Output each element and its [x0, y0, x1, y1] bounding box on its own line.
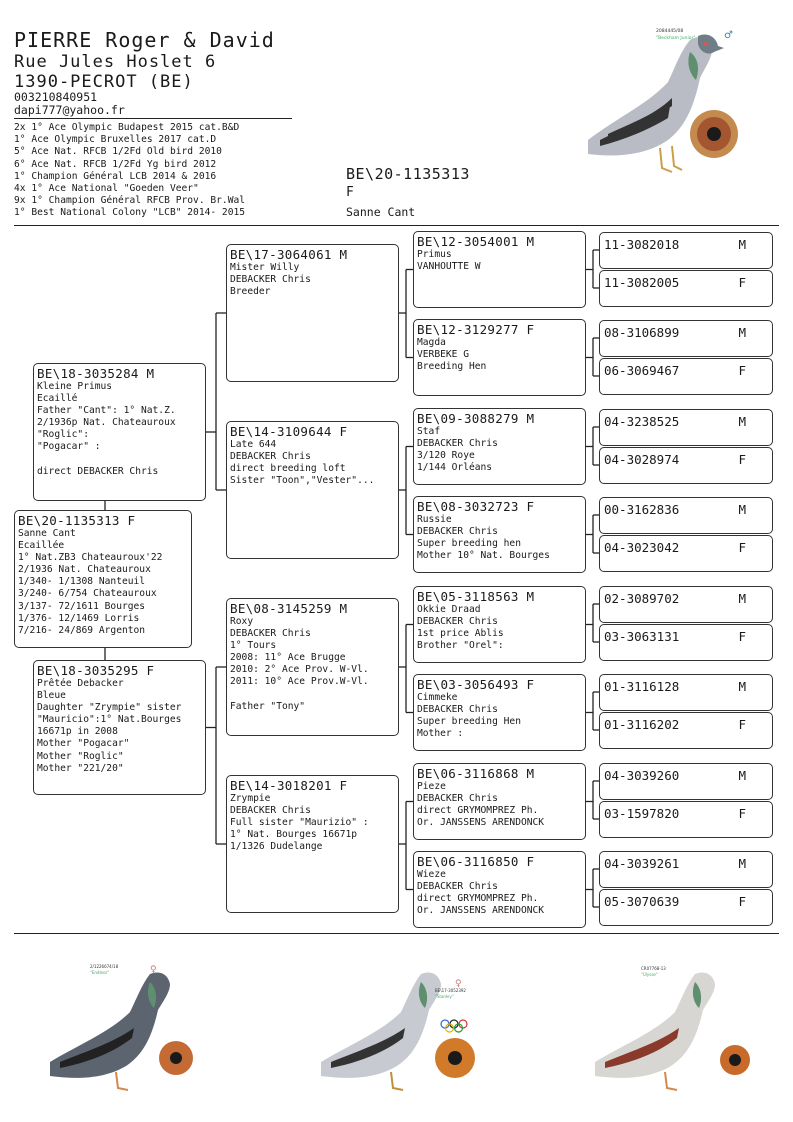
- gen5-sex: F: [738, 806, 746, 821]
- gen1-detail-line: 3/137- 72/1611 Bourges: [18, 600, 146, 612]
- gen5-card[interactable]: [599, 358, 773, 395]
- gen1-detail-line: 7/216- 24/869 Argenton: [18, 624, 146, 636]
- gen5-card[interactable]: [599, 674, 773, 711]
- gen1-ring: BE\20-1135313 F: [18, 513, 136, 528]
- gen4-detail-line: Brother "Orel":: [417, 640, 504, 652]
- gen1-detail-line: 2/1936 Nat. Chateauroux: [18, 564, 151, 576]
- gen4-ring: BE\03-3056493 F: [417, 677, 535, 692]
- gen4-detail-line: Russie: [417, 514, 452, 525]
- gen4-detail-line: Super breeding hen: [417, 538, 521, 550]
- gen5-ring: 01-3116202: [604, 717, 680, 732]
- gen5-card[interactable]: [599, 270, 773, 307]
- gen5-ring: 04-3039260: [604, 768, 680, 783]
- achievement-item: 4x 1° Ace National "Goeden Veer": [14, 183, 199, 195]
- owner-name: PIERRE Roger & David: [14, 28, 275, 52]
- gen4-ring: BE\06-3116868 M: [417, 766, 535, 781]
- owner-street: Rue Jules Hoslet 6: [14, 52, 217, 72]
- gen4-detail-line: DEBACKER Chris: [417, 526, 498, 538]
- bottom-photo-3-name: "Ulysse": [641, 972, 658, 977]
- gen4-ring: BE\05-3118563 M: [417, 589, 535, 604]
- gen3-detail-line: Mister Willy: [230, 262, 300, 273]
- gen4-ring: BE\08-3032723 F: [417, 499, 535, 514]
- gen5-ring: 06-3069467: [604, 363, 680, 378]
- gen5-sex: F: [738, 717, 746, 732]
- gen4-card[interactable]: [413, 674, 586, 751]
- gen5-sex: M: [738, 414, 746, 429]
- gen5-card[interactable]: [599, 851, 773, 888]
- achievement-item: 1° Ace Olympic Bruxelles 2017 cat.D: [14, 134, 217, 146]
- gen5-sex: F: [738, 894, 746, 909]
- gen1-lines: [18, 528, 188, 637]
- gen4-detail-line: 1st price Ablis: [417, 628, 504, 640]
- gen3-detail-line: [230, 689, 395, 701]
- gen5-ring: 11-3082005: [604, 275, 680, 290]
- gen3-detail-line: 2011: 10° Ace Prov.W-Vl.: [230, 676, 369, 688]
- achievement-item: 1° Best National Colony "LCB" 2014- 2015: [14, 207, 246, 219]
- gen5-card[interactable]: [599, 801, 773, 838]
- gen5-sex: M: [738, 679, 746, 694]
- bottom-photo-2-ring: BE\17-3052392: [435, 988, 466, 993]
- gen4-detail-line: DEBACKER Chris: [417, 438, 498, 450]
- subject-sex: F: [346, 185, 354, 200]
- gen5-sex: F: [738, 363, 746, 378]
- gen3-card[interactable]: [226, 598, 399, 736]
- gen3-ring: BE\08-3145259 M: [230, 601, 348, 616]
- gen2-card[interactable]: [33, 660, 206, 795]
- gen1-detail-line: Sanne Cant: [18, 528, 76, 539]
- gen4-ring: BE\12-3129277 F: [417, 322, 535, 337]
- achievement-item: 9x 1° Champion Général RFCB Prov. Br.Wal: [14, 195, 246, 207]
- gen5-ring: 03-1597820: [604, 806, 680, 821]
- gen3-detail-line: direct breeding loft: [230, 463, 346, 475]
- gen4-card[interactable]: [413, 851, 586, 928]
- gen2-ring: BE\18-3035295 F: [37, 663, 155, 678]
- gen2-detail-line: 2/1936p Nat. Chateauroux: [37, 417, 176, 429]
- gen4-detail-line: Mother 10° Nat. Bourges: [417, 550, 550, 562]
- gen5-ring: 04-3023042: [604, 540, 680, 555]
- gen2-detail-line: Daughter "Zrympie" sister: [37, 702, 182, 714]
- gen5-card[interactable]: [599, 232, 773, 269]
- gen5-card[interactable]: [599, 497, 773, 534]
- gen3-detail-line: DEBACKER Chris: [230, 451, 311, 463]
- gen5-sex: M: [738, 591, 746, 606]
- subject-name: Sanne Cant: [346, 205, 416, 219]
- gen5-ring: 05-3070639: [604, 894, 680, 909]
- gen3-detail-line: Sister "Toon","Vester"...: [230, 475, 375, 487]
- gen2-detail-line: Bleue: [37, 690, 66, 702]
- header-photo-ring: 2084445/08: [656, 29, 684, 34]
- gen3-detail-line: Zrympie: [230, 793, 271, 804]
- gen3-ring: BE\14-3018201 F: [230, 778, 348, 793]
- bottom-photo-2-name: "Stanley": [435, 994, 454, 999]
- bottom-photo-1-ring: 2/1226674/18: [90, 964, 119, 969]
- gen4-detail-line: DEBACKER Chris: [417, 704, 498, 716]
- gen3-card[interactable]: [226, 421, 399, 559]
- gen3-detail-line: DEBACKER Chris: [230, 628, 311, 640]
- gen4-ring: BE\09-3088279 M: [417, 411, 535, 426]
- gen1-card[interactable]: [14, 510, 192, 648]
- gen2-detail-line: Father "Cant": 1° Nat.Z.: [37, 405, 176, 417]
- gen3-card[interactable]: [226, 775, 399, 913]
- gen3-ring: BE\14-3109644 F: [230, 424, 348, 439]
- gen2-detail-line: "Roglic":: [37, 429, 89, 441]
- gen5-card[interactable]: [599, 447, 773, 484]
- gen4-detail-line: Super breeding Hen: [417, 716, 521, 728]
- female-symbol-icon: ♀: [455, 979, 462, 989]
- owner-phone: 003210840951: [14, 90, 98, 104]
- gen4-detail-line: 1/144 Orléans: [417, 462, 493, 474]
- bottom-photo-1: [30, 962, 200, 1097]
- female-symbol-icon: ♀: [150, 965, 157, 975]
- gen5-ring: 03-3063131: [604, 629, 680, 644]
- gen4-detail-line: DEBACKER Chris: [417, 793, 498, 805]
- gen2-detail-line: 16671p in 2008: [37, 726, 118, 738]
- achievement-item: 6° Ace Nat. RFCB 1/2Fd Yg bird 2012: [14, 158, 217, 170]
- gen4-card[interactable]: [413, 496, 586, 573]
- gen3-detail-line: DEBACKER Chris: [230, 274, 311, 286]
- gen4-detail-line: Okkie Draad: [417, 604, 481, 615]
- gen4-detail-line: Pieze: [417, 781, 446, 792]
- gen3-detail-line: 1/1326 Dudelange: [230, 841, 323, 853]
- gen4-card[interactable]: [413, 231, 586, 308]
- gen3-detail-line: DEBACKER Chris: [230, 805, 311, 817]
- bottom-photo-2: [305, 962, 485, 1097]
- achievement-item: 2x 1° Ace Olympic Budapest 2015 cat.B&D: [14, 122, 240, 133]
- gen4-detail-line: Wieze: [417, 869, 446, 880]
- gen5-ring: 02-3089702: [604, 591, 680, 606]
- gen5-ring: 08-3106899: [604, 325, 680, 340]
- gen3-ring: BE\17-3064061 M: [230, 247, 348, 262]
- subject-ring-number: BE\20-1135313: [346, 165, 470, 183]
- header-photo-name: "Beckham Junior": [656, 36, 696, 41]
- gen4-detail-line: direct GRYMOMPREZ Ph.: [417, 893, 539, 905]
- gen2-detail-line: "Pogacar" :: [37, 441, 101, 453]
- gen4-detail-line: Or. JANSSENS ARENDONCK: [417, 905, 545, 917]
- gen4-detail-line: Breeding Hen: [417, 361, 487, 373]
- gen5-ring: 04-3238525: [604, 414, 680, 429]
- gen4-detail-line: 3/120 Roye: [417, 450, 475, 462]
- gen5-sex: M: [738, 502, 746, 517]
- gen5-ring: 01-3116128: [604, 679, 680, 694]
- gen5-card[interactable]: [599, 712, 773, 749]
- gen1-detail-line: Ecaillée: [18, 540, 65, 552]
- bottom-photo-3-ring: CR07768-13: [641, 966, 666, 971]
- gen2-detail-line: [37, 454, 202, 466]
- gen2-card[interactable]: [33, 363, 206, 501]
- gen5-sex: F: [738, 452, 746, 467]
- gen5-card[interactable]: [599, 586, 773, 623]
- gen3-detail-line: 1° Tours: [230, 640, 277, 652]
- gen1-detail-line: 1° Nat.ZB3 Chateauroux'22: [18, 552, 163, 564]
- gen2-detail-line: Mother "Pogacar": [37, 738, 130, 750]
- owner-city: 1390-PECROT (BE): [14, 72, 194, 92]
- gen5-sex: F: [738, 540, 746, 555]
- gen4-card[interactable]: [413, 408, 586, 485]
- gen4-ring: BE\06-3116850 F: [417, 854, 535, 869]
- achievement-item: 5° Ace Nat. RFCB 1/2Fd Old bird 2010: [14, 146, 222, 158]
- gen3-detail-line: Father "Tony": [230, 700, 306, 712]
- bottom-photo-1-name: "Endless": [90, 970, 110, 975]
- gen5-card[interactable]: [599, 763, 773, 800]
- gen5-sex: M: [738, 237, 746, 252]
- gen4-card[interactable]: [413, 763, 586, 840]
- gen3-detail-line: Full sister "Maurizio" :: [230, 817, 369, 829]
- gen5-sex: F: [738, 629, 746, 644]
- gen2-detail-line: Mother "Roglic": [37, 750, 124, 762]
- gen4-detail-line: Cimmeke: [417, 692, 458, 703]
- gen2-detail-line: Mother "221/20": [37, 762, 124, 774]
- gen2-detail-line: "Mauricio":1° Nat.Bourges: [37, 714, 182, 726]
- gen5-sex: M: [738, 325, 746, 340]
- gen4-ring: BE\12-3054001 M: [417, 234, 535, 249]
- gen5-card[interactable]: [599, 320, 773, 357]
- gen1-detail-line: 1/340- 1/1308 Nanteuil: [18, 576, 146, 588]
- gen5-card[interactable]: [599, 624, 773, 661]
- gen5-card[interactable]: [599, 889, 773, 926]
- gen5-sex: M: [738, 856, 746, 871]
- gen3-detail-line: Breeder: [230, 286, 271, 298]
- gen4-detail-line: Mother :: [417, 728, 464, 740]
- gen2-ring: BE\18-3035284 M: [37, 366, 155, 381]
- gen5-card[interactable]: [599, 409, 773, 446]
- gen2-detail-line: Prêtée Debacker: [37, 678, 124, 689]
- gen5-ring: 04-3028974: [604, 452, 680, 467]
- gen3-detail-line: 2008: 11° Ace Brugge: [230, 652, 346, 664]
- male-symbol-icon: ♂: [724, 30, 733, 41]
- gen1-detail-line: 1/376- 12/1469 Lorris: [18, 612, 140, 624]
- gen4-card[interactable]: [413, 319, 586, 396]
- bottom-photo-3: [585, 962, 765, 1097]
- gen5-sex: M: [738, 768, 746, 783]
- gen3-card[interactable]: [226, 244, 399, 382]
- gen5-ring: 00-3162836: [604, 502, 680, 517]
- gen4-detail-line: direct GRYMOMPREZ Ph.: [417, 805, 539, 817]
- gen4-detail-line: Or. JANSSENS ARENDONCK: [417, 817, 545, 829]
- owner-email[interactable]: dapi777@yahoo.fr: [14, 103, 125, 117]
- gen4-detail-line: Magda: [417, 337, 446, 348]
- gen4-card[interactable]: [413, 586, 586, 663]
- gen2-detail-line: Kleine Primus: [37, 381, 113, 392]
- gen4-detail-line: VERBEKE G: [417, 349, 469, 361]
- gen2-detail-line: direct DEBACKER Chris: [37, 465, 159, 477]
- gen4-detail-line: DEBACKER Chris: [417, 881, 498, 893]
- gen5-card[interactable]: [599, 535, 773, 572]
- gen5-sex: F: [738, 275, 746, 290]
- gen1-detail-line: 3/240- 6/754 Chateauroux: [18, 588, 157, 600]
- gen3-detail-line: 1° Nat. Bourges 16671p: [230, 829, 358, 841]
- gen3-detail-line: 2010: 2° Ace Prov. W-Vl.: [230, 664, 369, 676]
- gen5-ring: 04-3039261: [604, 856, 680, 871]
- gen5-ring: 11-3082018: [604, 237, 680, 252]
- gen4-detail-line: Primus: [417, 249, 452, 260]
- gen3-detail-line: Late 644: [230, 439, 277, 450]
- gen2-detail-line: Ecaillé: [37, 393, 78, 405]
- gen4-detail-line: Staf: [417, 426, 441, 437]
- achievement-item: 1° Champion Général LCB 2014 & 2016: [14, 170, 217, 182]
- gen4-detail-line: VANHOUTTE W: [417, 261, 481, 273]
- gen4-detail-line: DEBACKER Chris: [417, 616, 498, 628]
- gen3-detail-line: Roxy: [230, 616, 254, 627]
